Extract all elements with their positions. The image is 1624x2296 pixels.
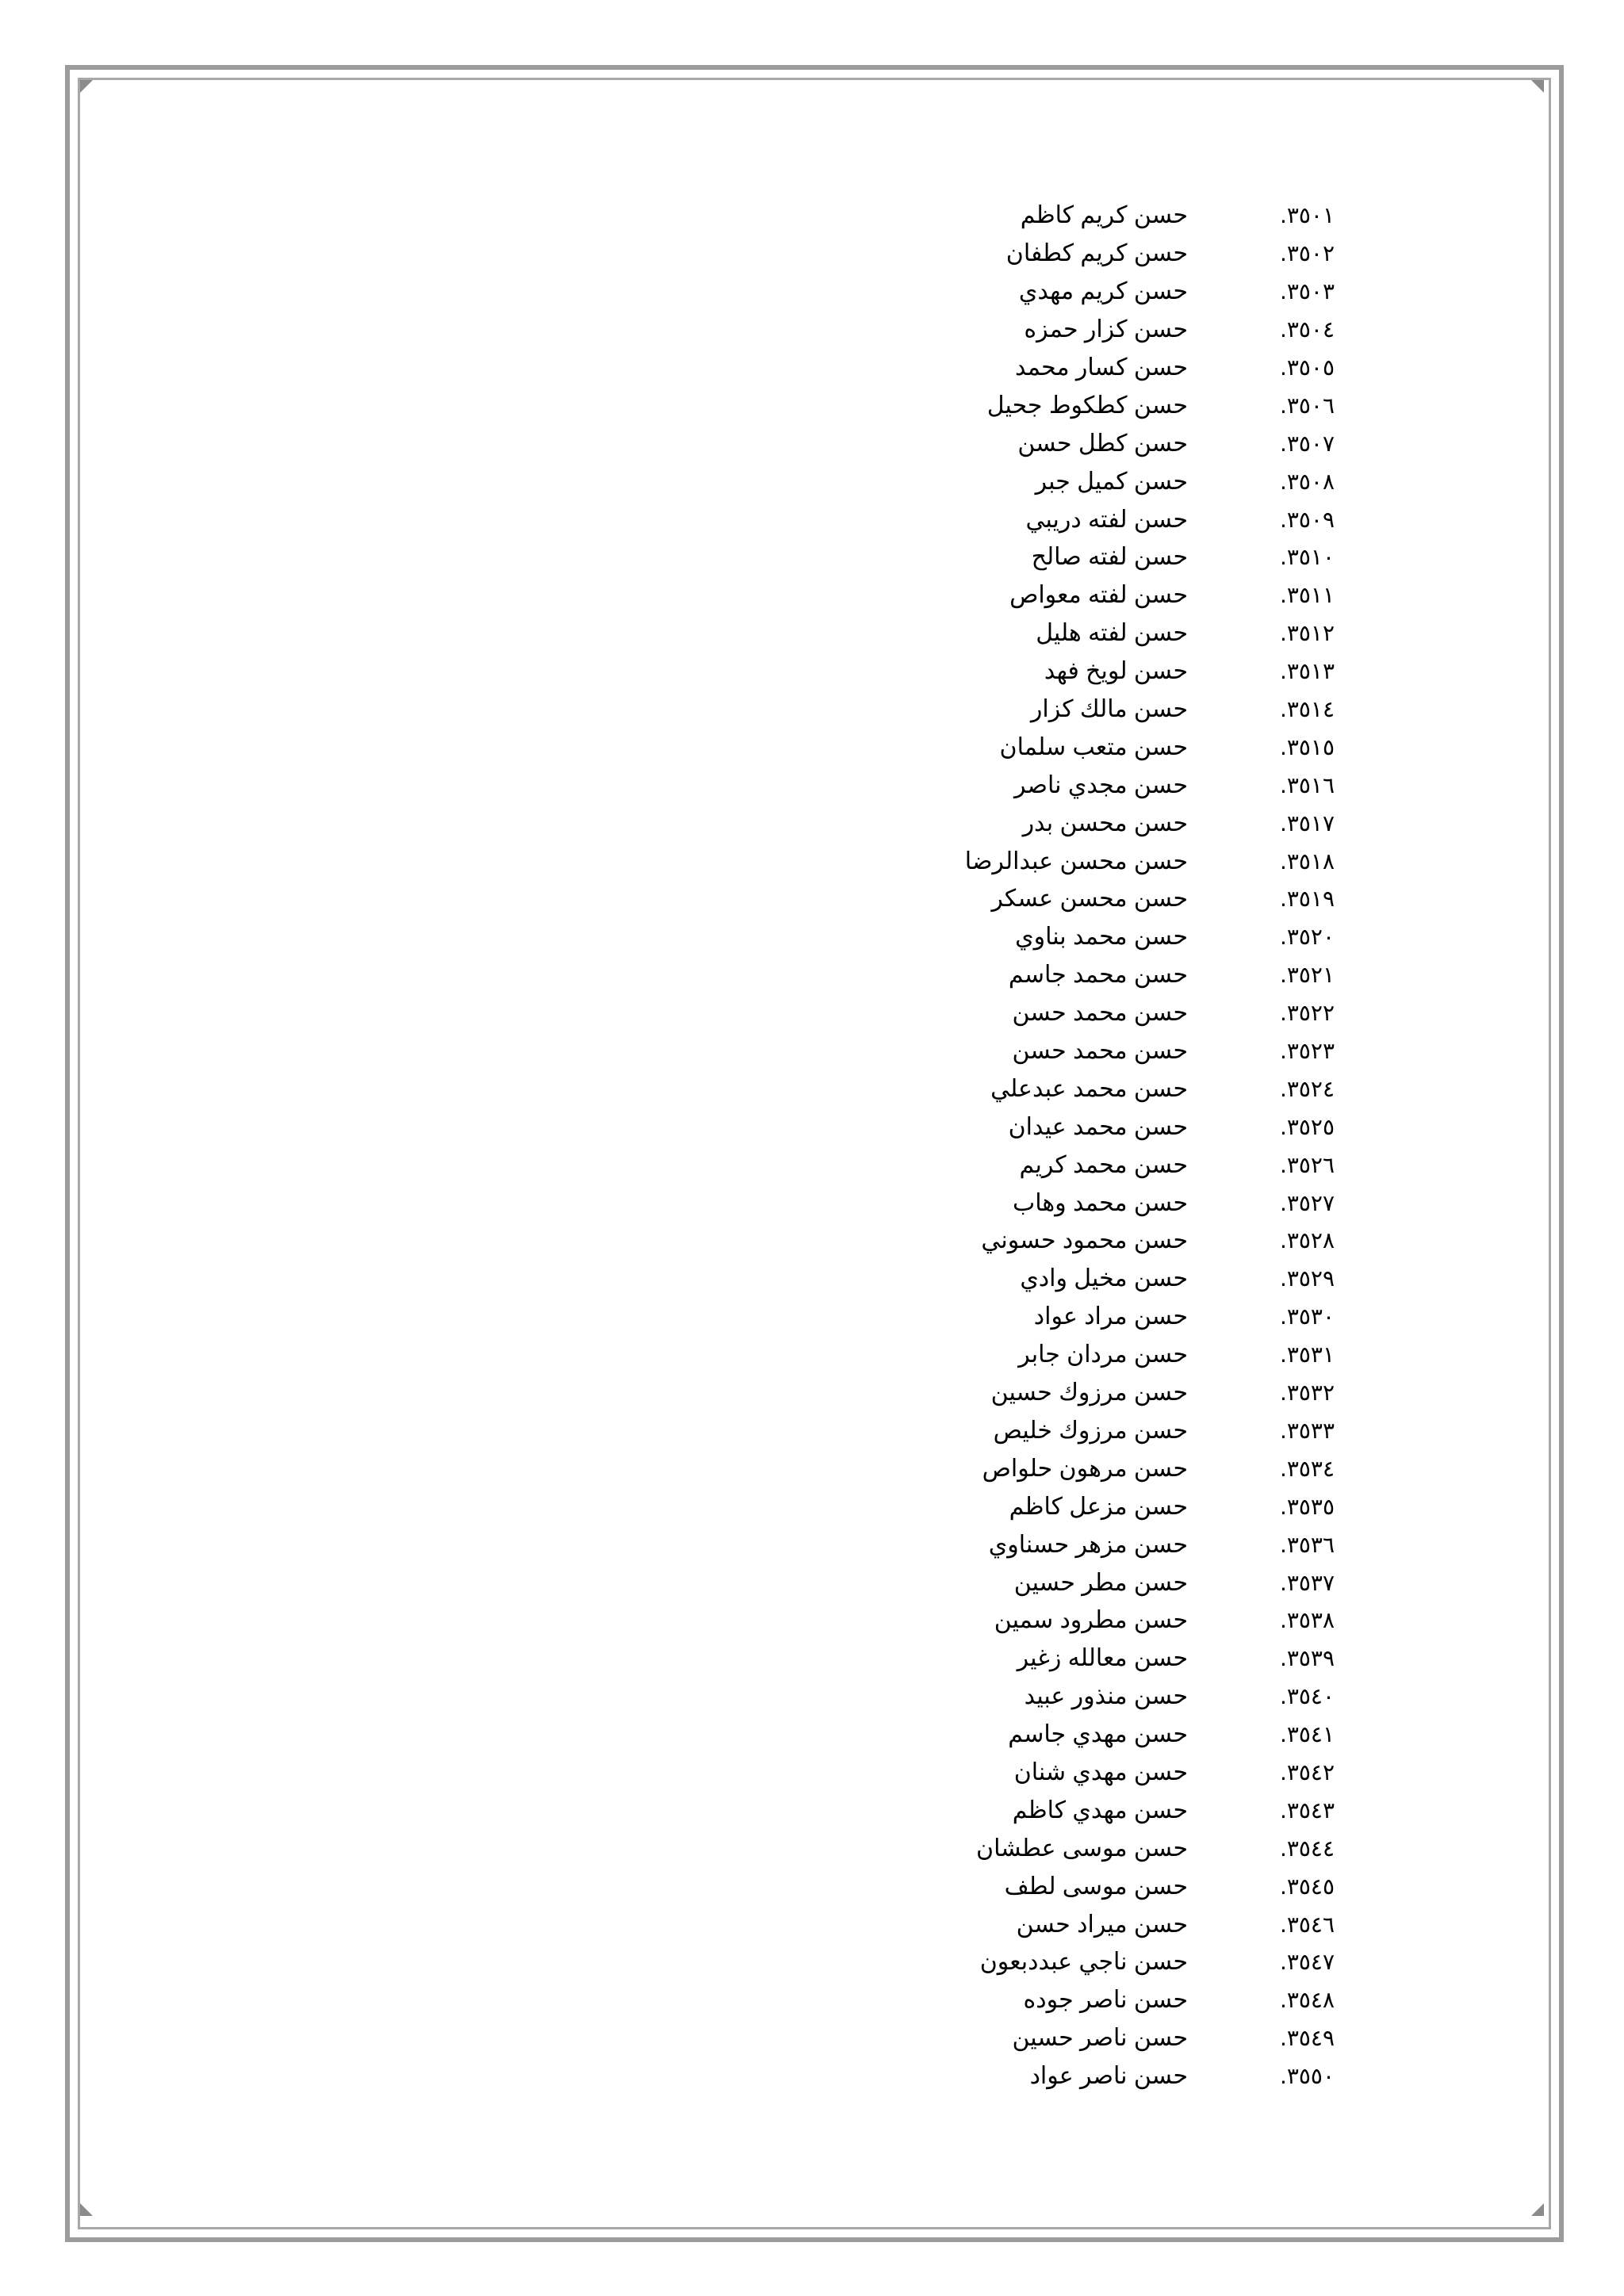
entry-number: ٣٥٢٦. <box>1279 1151 1335 1178</box>
entry-number: ٣٥٠٨. <box>1279 468 1335 495</box>
entry-number: ٣٥٠٧. <box>1279 430 1335 457</box>
entry-name: حسن مهدي كاظم <box>1012 1797 1188 1823</box>
list-item <box>779 691 1335 729</box>
list-item <box>779 462 1335 500</box>
entry-number: ٣٥٥٠. <box>1279 2063 1335 2090</box>
list-item <box>779 1563 1335 1601</box>
list-item <box>779 1754 1335 1792</box>
entry-number: ٣٥٢٨. <box>1279 1227 1335 1254</box>
entry-number: ٣٥١٧. <box>1279 809 1335 836</box>
entry-number: ٣٥٤٧. <box>1279 1949 1335 1976</box>
entry-number: ٣٥٤٦. <box>1279 1911 1335 1938</box>
entry-number: ٣٥٢٢. <box>1279 1000 1335 1027</box>
entry-number: ٣٥١٣. <box>1279 658 1335 685</box>
entry-name: حسن ناصر حسين <box>1012 2025 1188 2052</box>
entry-name: حسن محمد عيدان <box>1008 1113 1188 1140</box>
entry-name: حسن محمود حسوني <box>981 1227 1188 1254</box>
list-item <box>779 1943 1335 1981</box>
list-item <box>779 1867 1335 1905</box>
list-item <box>779 197 1335 235</box>
entry-number: ٣٥٣٥. <box>1279 1493 1335 1520</box>
list-item <box>779 842 1335 880</box>
entry-number: ٣٥٠١. <box>1279 202 1335 229</box>
entry-number: ٣٥٣٩. <box>1279 1645 1335 1672</box>
corner-ornament-bottom-right <box>1531 2203 1544 2216</box>
list-item <box>779 2019 1335 2057</box>
list-item <box>779 1412 1335 1450</box>
entry-name: حسن ناصر عواد <box>1029 2063 1188 2090</box>
entry-number: ٣٥١٢. <box>1279 620 1335 647</box>
entry-name: حسن كزار حمزه <box>1024 316 1188 343</box>
list-item <box>779 804 1335 842</box>
list-item <box>779 424 1335 462</box>
list-item <box>779 1640 1335 1678</box>
entry-name: حسن كطل حسن <box>1017 430 1188 457</box>
list-item <box>779 1525 1335 1563</box>
entry-number: ٣٥٤٥. <box>1279 1873 1335 1900</box>
entry-name: حسن مهدي جاسم <box>1008 1721 1188 1748</box>
entry-name: حسن كطكوط جحيل <box>986 392 1188 419</box>
entry-number: ٣٥٠٩. <box>1279 506 1335 533</box>
entry-number: ٣٥٢٥. <box>1279 1113 1335 1140</box>
entry-number: ٣٥٣٦. <box>1279 1531 1335 1558</box>
entry-name: حسن كميل جبر <box>1035 468 1188 495</box>
entry-name: حسن كسار محمد <box>1014 354 1188 381</box>
entry-number: ٣٥٠٤. <box>1279 316 1335 343</box>
entry-name: حسن منذور عبيد <box>1024 1683 1188 1710</box>
entry-number: ٣٥٤١. <box>1279 1721 1335 1748</box>
entry-number: ٣٥٢٠. <box>1279 924 1335 951</box>
entry-name: حسن مرزوك حسين <box>990 1380 1188 1406</box>
list-item <box>779 1222 1335 1260</box>
entry-name: حسن لفته هليل <box>1036 620 1188 647</box>
list-item <box>779 1678 1335 1716</box>
list-item <box>779 994 1335 1032</box>
list-item <box>779 880 1335 918</box>
list-item <box>779 1184 1335 1222</box>
entry-number: ٣٥٤٤. <box>1279 1835 1335 1862</box>
list-item <box>779 500 1335 538</box>
list-item <box>779 1336 1335 1374</box>
list-item <box>779 1487 1335 1525</box>
list-item <box>779 1449 1335 1487</box>
list-item <box>779 1108 1335 1146</box>
list-item <box>779 273 1335 311</box>
entry-name: حسن محسن عبدالرضا <box>964 848 1188 874</box>
entry-number: ٣٥٣٠. <box>1279 1303 1335 1330</box>
list-item <box>779 614 1335 652</box>
entry-name: حسن كريم كطفان <box>1005 240 1188 267</box>
corner-ornament-bottom-left <box>80 2203 93 2216</box>
list-item <box>779 349 1335 387</box>
entry-number: ٣٥١٦. <box>1279 771 1335 798</box>
entry-name: حسن محمد عبدعلي <box>990 1075 1188 1102</box>
list-item <box>779 1260 1335 1298</box>
entry-name: حسن مزهر حسناوي <box>988 1531 1188 1558</box>
list-item <box>779 576 1335 614</box>
list-item <box>779 1981 1335 2019</box>
list-item <box>779 311 1335 349</box>
entry-name: حسن محمد كريم <box>1019 1151 1188 1178</box>
entry-name: حسن مطرود سمين <box>994 1607 1188 1634</box>
entry-name: حسن محسن بدر <box>1022 809 1188 836</box>
entry-name: حسن محمد بناوي <box>1015 924 1188 951</box>
entry-number: ٣٥٠٥. <box>1279 354 1335 381</box>
list-item <box>779 538 1335 576</box>
list-item <box>779 1032 1335 1070</box>
entry-number: ٣٥٤٠. <box>1279 1683 1335 1710</box>
entry-name: حسن محسن عسكر <box>991 886 1188 913</box>
entry-name: حسن ميراد حسن <box>1016 1911 1188 1938</box>
entry-name: حسن ناجي عبددبعون <box>979 1949 1188 1976</box>
entry-number: ٣٥١٩. <box>1279 886 1335 913</box>
entry-number: ٣٥٣٤. <box>1279 1455 1335 1482</box>
list-item <box>779 728 1335 766</box>
entry-name: حسن محمد حسن <box>1012 1000 1188 1027</box>
entry-name: حسن كريم مهدي <box>1018 278 1188 305</box>
entry-number: ٣٥٣١. <box>1279 1341 1335 1368</box>
list-item <box>779 766 1335 804</box>
entry-name: حسن لويخ فهد <box>1044 658 1188 685</box>
entry-name: حسن محمد جاسم <box>1008 962 1188 989</box>
entry-number: ٣٥٣٧. <box>1279 1569 1335 1596</box>
entry-number: ٣٥٠٦. <box>1279 392 1335 419</box>
entry-number: ٣٥٢٩. <box>1279 1265 1335 1292</box>
entry-name: حسن مرهون حلواص <box>982 1455 1188 1482</box>
entry-number: ٣٥٢٣. <box>1279 1038 1335 1065</box>
entry-name: حسن موسى عطشان <box>976 1835 1188 1862</box>
entry-number: ٣٥٣٣. <box>1279 1417 1335 1444</box>
list-item <box>779 1374 1335 1412</box>
entry-name: حسن ناصر جوده <box>1023 1987 1188 2014</box>
list-item <box>779 1146 1335 1184</box>
list-item <box>779 1905 1335 1943</box>
list-item <box>779 956 1335 994</box>
list-item <box>779 652 1335 691</box>
entry-number: ٣٥٢٧. <box>1279 1189 1335 1216</box>
entry-name: حسن مرزوك خليص <box>993 1417 1188 1444</box>
entry-name: حسن محمد حسن <box>1012 1038 1188 1065</box>
entry-name: حسن لفته دريبي <box>1025 506 1188 533</box>
entry-number: ٣٥٠٢. <box>1279 240 1335 267</box>
entry-number: ٣٥١٥. <box>1279 733 1335 760</box>
entry-number: ٣٥١٨. <box>1279 848 1335 874</box>
list-item <box>779 1791 1335 1829</box>
entry-name: حسن معالله زغير <box>1017 1645 1188 1672</box>
entry-name: حسن مراد عواد <box>1033 1303 1188 1330</box>
list-item <box>779 1298 1335 1336</box>
entry-name: حسن مالك كزار <box>1030 696 1188 723</box>
corner-ornament-top-right <box>1531 80 1544 93</box>
entry-number: ٣٥٤٣. <box>1279 1797 1335 1823</box>
entry-number: ٣٥٠٣. <box>1279 278 1335 305</box>
entry-name: حسن مجدي ناصر <box>1014 771 1188 798</box>
list-item <box>779 2057 1335 2095</box>
entry-name: حسن موسى لطف <box>1004 1873 1188 1900</box>
entry-name: حسن لفته صالح <box>1031 544 1188 571</box>
list-item <box>779 1716 1335 1754</box>
entry-name: حسن مزعل كاظم <box>1009 1493 1188 1520</box>
entry-name: حسن متعب سلمان <box>999 733 1188 760</box>
entry-number: ٣٥٢٤. <box>1279 1075 1335 1102</box>
entry-name: حسن مخيل وادي <box>1020 1265 1188 1292</box>
entry-name: حسن مردان جابر <box>1018 1341 1188 1368</box>
list-item <box>779 1829 1335 1867</box>
list-item <box>779 386 1335 424</box>
entry-number: ٣٥٤٢. <box>1279 1758 1335 1785</box>
names-list <box>779 197 1335 2095</box>
entry-number: ٣٥٤٩. <box>1279 2025 1335 2052</box>
entry-number: ٣٥٢١. <box>1279 962 1335 989</box>
entry-number: ٣٥٣٢. <box>1279 1380 1335 1406</box>
entry-name: حسن مطر حسين <box>1013 1569 1188 1596</box>
entry-name: حسن محمد وهاب <box>1012 1189 1188 1216</box>
entry-name: حسن لفته معواص <box>1009 582 1188 609</box>
entry-number: ٣٥١١. <box>1279 582 1335 609</box>
corner-ornament-top-left <box>80 80 93 93</box>
entry-name: حسن مهدي شنان <box>1013 1758 1188 1785</box>
list-item <box>779 918 1335 956</box>
entry-number: ٣٥١٠. <box>1279 544 1335 571</box>
list-item <box>779 1601 1335 1640</box>
entry-number: ٣٥٤٨. <box>1279 1987 1335 2014</box>
list-item <box>779 235 1335 273</box>
entry-name: حسن كريم كاظم <box>1020 202 1188 229</box>
entry-number: ٣٥١٤. <box>1279 696 1335 723</box>
entry-number: ٣٥٣٨. <box>1279 1607 1335 1634</box>
list-item <box>779 1070 1335 1108</box>
